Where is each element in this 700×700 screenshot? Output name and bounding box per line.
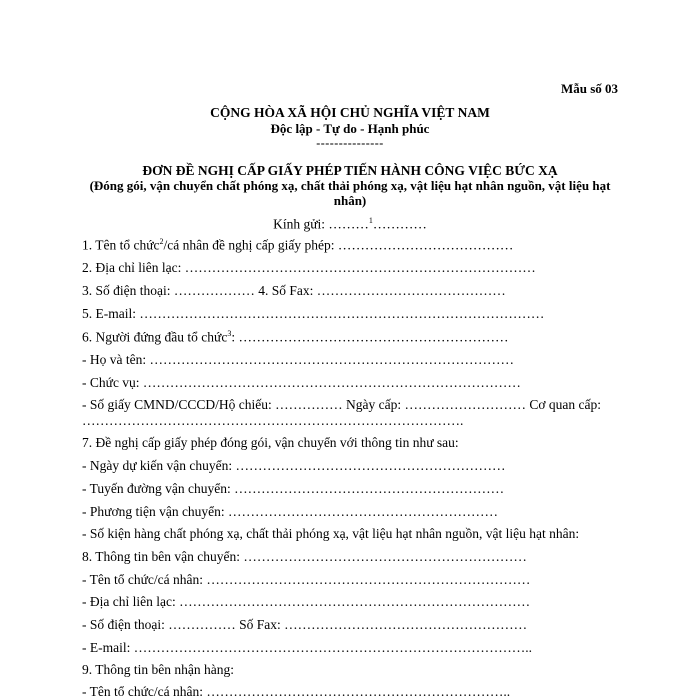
field-contact-address: 2. Địa chỉ liên lạc: ……………………………………………………………………: [82, 260, 536, 275]
national-title: CỘNG HÒA XÃ HỘI CHỦ NGHĨA VIỆT NAM: [210, 105, 490, 120]
field-carrier-name: - Tên tổ chức/cá nhân: ………………………………………………………………: [82, 572, 531, 587]
field-carrier-address: - Địa chỉ liên lạc: ……………………………………………………………………: [82, 594, 531, 609]
greeting-prefix: Kính gửi: ………: [273, 216, 369, 232]
footnote-marker: 1: [368, 216, 373, 225]
field-carrier-email: - E-mail: ……………………………………………………………………………..: [82, 640, 532, 655]
field-id-document-continuation: ………………………………………………………………………….: [82, 413, 464, 428]
greeting-suffix: …………: [372, 216, 427, 232]
greeting-line: [0, 216, 700, 233]
field-label: 6. Người đứng đầu tổ chức: [82, 329, 228, 345]
field-position: - Chức vụ: …………………………………………………………………………: [82, 375, 521, 390]
field-head-of-organization: [82, 329, 508, 346]
field-recipient-info: 9. Thông tin bên nhận hàng:: [82, 662, 234, 677]
field-email: 5. E-mail: ………………………………………………………………………………: [82, 306, 545, 321]
field-phone-fax: 3. Số điện thoại: ……………… 4. Số Fax: ……………………………………: [82, 283, 506, 298]
form-number: Mẫu số 03: [560, 81, 618, 96]
field-label: : ……………………………………………………: [231, 329, 509, 345]
field-full-name: - Họ và tên: ………………………………………………………………………: [82, 352, 514, 367]
field-recipient-name: - Tên tổ chức/cá nhân: …………………………………………………………..: [82, 684, 511, 699]
field-label: /cá nhân đề nghị cấp giấy phép: …………………………………: [163, 237, 514, 253]
field-transport-date: - Ngày dự kiến vận chuyển: ……………………………………………………: [82, 458, 506, 473]
field-label: 1. Tên tổ chức: [82, 237, 160, 253]
field-carrier-info: 8. Thông tin bên vận chuyển: ………………………………………………………: [82, 549, 527, 564]
field-package-count: - Số kiện hàng chất phóng xạ, chất thải phóng xạ, vật liệu hạt nhân nguồn, vật liệu hạt nhân:: [82, 526, 580, 541]
field-carrier-phone-fax: - Số điện thoại: …………… Số Fax: ………………………………………………: [82, 617, 528, 632]
field-id-document: - Số giấy CMND/CCCD/Hộ chiếu: …………… Ngày cấp: ……………………… Cơ quan cấp:: [82, 397, 601, 412]
field-organization-name: [82, 237, 513, 254]
footnote-marker: 3: [227, 329, 232, 338]
document-title: ĐƠN ĐỀ NGHỊ CẤP GIẤY PHÉP TIẾN HÀNH CÔNG VIỆC BỨC XẠ: [142, 163, 558, 178]
field-transport-request: 7. Đề nghị cấp giấy phép đóng gói, vận chuyển với thông tin như sau:: [82, 435, 459, 450]
field-transport-route: - Tuyến đường vận chuyển: ……………………………………………………: [82, 481, 505, 496]
footnote-marker: 2: [159, 237, 164, 246]
national-motto: Độc lập - Tự do - Hạnh phúc: [270, 121, 430, 136]
document-subtitle: (Đóng gói, vận chuyển chất phóng xạ, chất thải phóng xạ, vật liệu hạt nhân nguồn, vật liệu hạt nhân): [89, 178, 611, 208]
header-separator: ---------------: [316, 136, 384, 150]
field-transport-vehicle: - Phương tiện vận chuyển: ……………………………………………………: [82, 504, 499, 519]
